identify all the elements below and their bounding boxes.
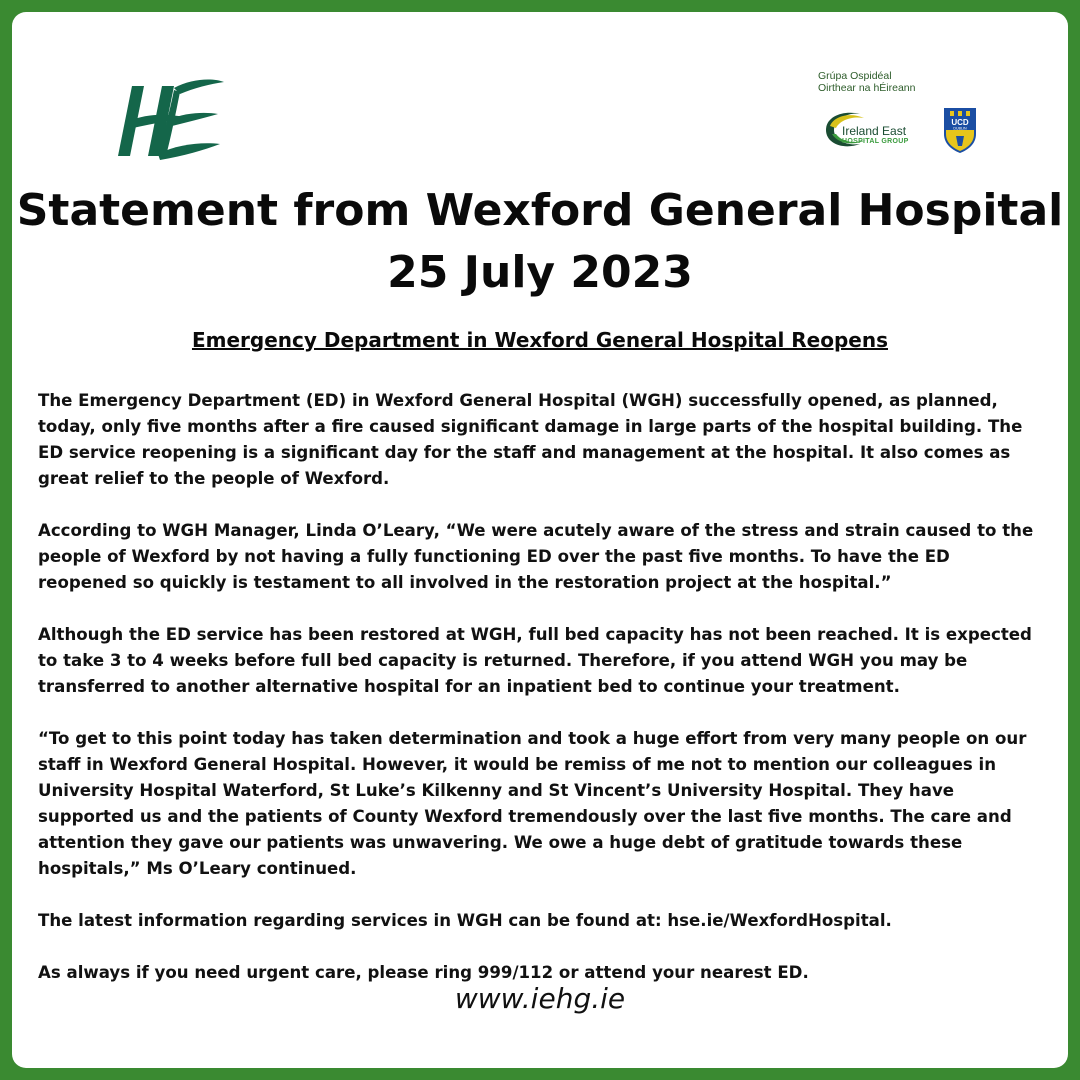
ucd-bottom-text: DUBLIN: [953, 126, 967, 131]
ucd-top-text: UCD: [951, 118, 969, 127]
website-link[interactable]: www.iehg.ie: [454, 982, 626, 1015]
statement-subtitle: Emergency Department in Wexford General Hospital Reopens: [191, 328, 889, 352]
ucd-crest-icon: [942, 106, 978, 154]
paragraph-3: Although the ED service has been restored at WGH, full bed capacity has not been reached. It is expected to take 3 to 4 weeks before full bed capacity is returned. Therefore, if you attend WGH you may be transferred to another alternative hospital for an inpatient bed to continue your treatment.: [38, 625, 1032, 696]
paragraph-6: As always if you need urgent care, please ring 999/112 or attend your nearest ED.: [38, 963, 809, 982]
paragraph-1: The Emergency Department (ED) in Wexford General Hospital (WGH) successfully opened, as planned, today, only five months after a fire caused significant damage in large parts of the hospital building. The ED service reopening is a significant day for the staff and management at the hospital. It also comes as great relief to the people of Wexford.: [38, 391, 1023, 488]
iehg-brand-name: Ireland East: [842, 124, 907, 138]
title-line-2: 25 July 2023: [387, 247, 693, 298]
statement-body: [38, 388, 1044, 1012]
paragraph-5: The latest information regarding services in WGH can be found at: hse.ie/WexfordHospital.: [38, 911, 892, 930]
paragraph-4: “To get to this point today has taken determination and took a huge effort from very many people on our staff in Wexford General Hospital. However, it would be remiss of me not to mention our colleagues in University Hospital Waterford, St Luke’s Kilkenny and St Vincent’s University Hospital. They have supported us and the patients of County Wexford tremendously over the last five months. The care and attention they gave our patients was unwavering. We owe a huge debt of gratitude towards these hospitals,” Ms O’Leary continued.: [38, 729, 1027, 878]
iehg-irish-line2: Oirthear na hÉireann: [818, 82, 916, 94]
page-title: [12, 180, 1068, 304]
iehg-brand-sub: HOSPITAL GROUP: [842, 138, 909, 145]
hse-logo: [110, 72, 230, 168]
title-line-1: Statement from Wexford General Hospital: [16, 185, 1064, 236]
iehg-irish-line1: Grúpa Ospidéal: [818, 70, 892, 82]
iehg-logo: [818, 70, 978, 160]
hse-logo-icon: [110, 72, 230, 168]
paragraph-2: According to WGH Manager, Linda O’Leary, “We were acutely aware of the stress and strain caused to the people of Wexford by not having a fully functioning ED over the past five months. To have the ED reopened so quickly is testament to all involved in the restoration project at the hospital.”: [38, 521, 1034, 592]
statement-card: [12, 12, 1068, 1068]
